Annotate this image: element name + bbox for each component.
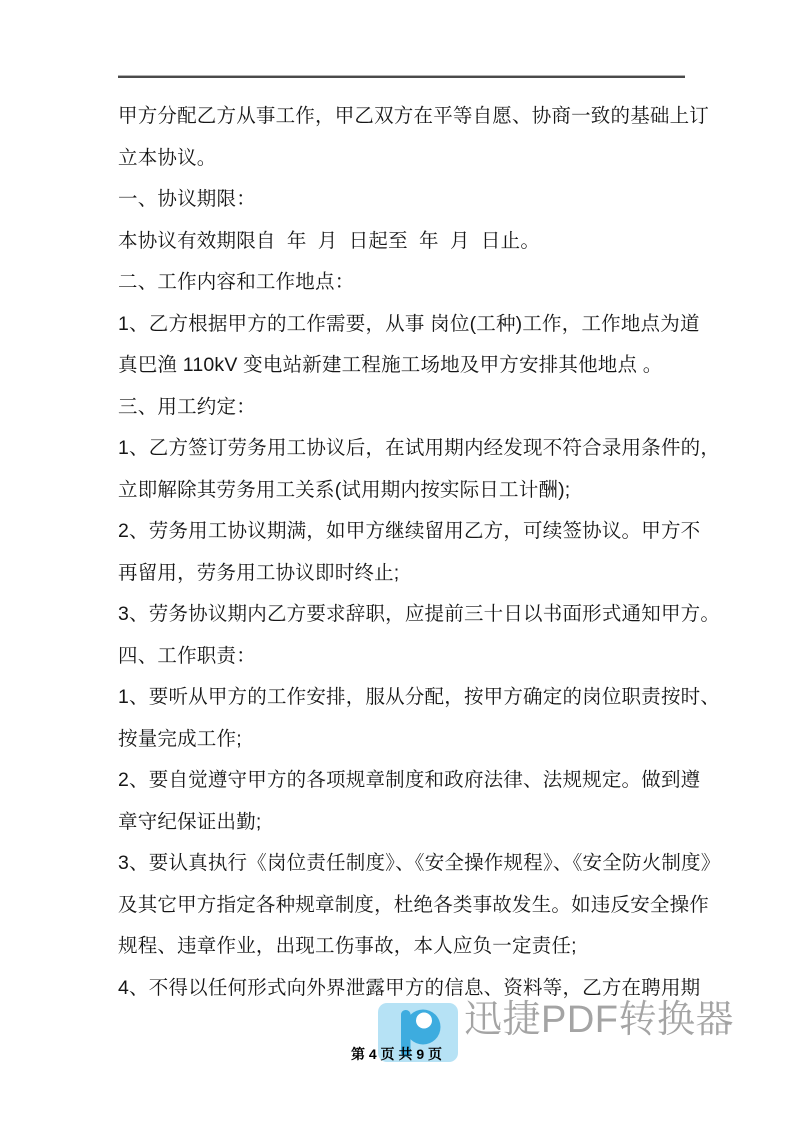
text-line: 甲方分配乙方从事工作，甲乙双方在平等自愿、协商一致的基础上订 (118, 105, 710, 127)
text-line: 及其它甲方指定各种规章制度，杜绝各类事故发生。如违反安全操作 (118, 893, 710, 916)
text-line: 立本协议。 (118, 146, 217, 169)
text-line: 1、乙方签订劳务用工协议后，在试用期内经发现不符合录用条件的， (118, 437, 721, 459)
text-line: 一、协议期限： (118, 188, 256, 210)
text-line: 四、工作职责： (118, 644, 256, 667)
watermark-text: 迅捷PDF转换器 (464, 999, 735, 1041)
text-line: 规程、违章作业，出现工伤事故，本人应负一定责任; (118, 935, 577, 957)
document-body (118, 96, 721, 1009)
text-line: 3、劳务协议期内乙方要求辞职，应提前三十日以书面形式通知甲方。 (118, 603, 721, 625)
text-line: 2、劳务用工协议期满，如甲方继续留用乙方，可续签协议。甲方不 (118, 520, 701, 542)
text-line: 再留用，劳务用工协议即时终止; (118, 561, 400, 584)
text-line: 章守纪保证出勤; (118, 810, 262, 833)
page-number: 第 4 页 共 9 页 (350, 1046, 443, 1062)
header-rule (118, 76, 685, 78)
text-line: 立即解除其劳务用工关系(试用期内按实际日工计酬); (118, 478, 571, 501)
text-line: 3、要认真执行《岗位责任制度》、《安全操作规程》、《安全防火制度》 (118, 852, 721, 874)
text-line: 二、工作内容和工作地点： (118, 271, 355, 293)
text-line: 4、不得以任何形式向外界泄露甲方的信息、资料等，乙方在聘用期 (118, 976, 701, 999)
text-line: 真巴渔 110kV 变电站新建工程施工场地及甲方安排其他地点 。 (118, 354, 663, 376)
text-line: 2、要自觉遵守甲方的各项规章制度和政府法律、法规规定。做到遵 (118, 769, 701, 791)
text-line: 本协议有效期限自 年 月 日起至 年 月 日止。 (118, 229, 541, 252)
text-line: 三、用工约定： (118, 395, 256, 418)
text-line: 1、要听从甲方的工作安排，服从分配，按甲方确定的岗位职责按时、 (118, 686, 721, 708)
text-line: 1、乙方根据甲方的工作需要，从事 岗位(工种)工作，工作地点为道 (118, 312, 700, 335)
text-line: 按量完成工作; (118, 727, 242, 750)
